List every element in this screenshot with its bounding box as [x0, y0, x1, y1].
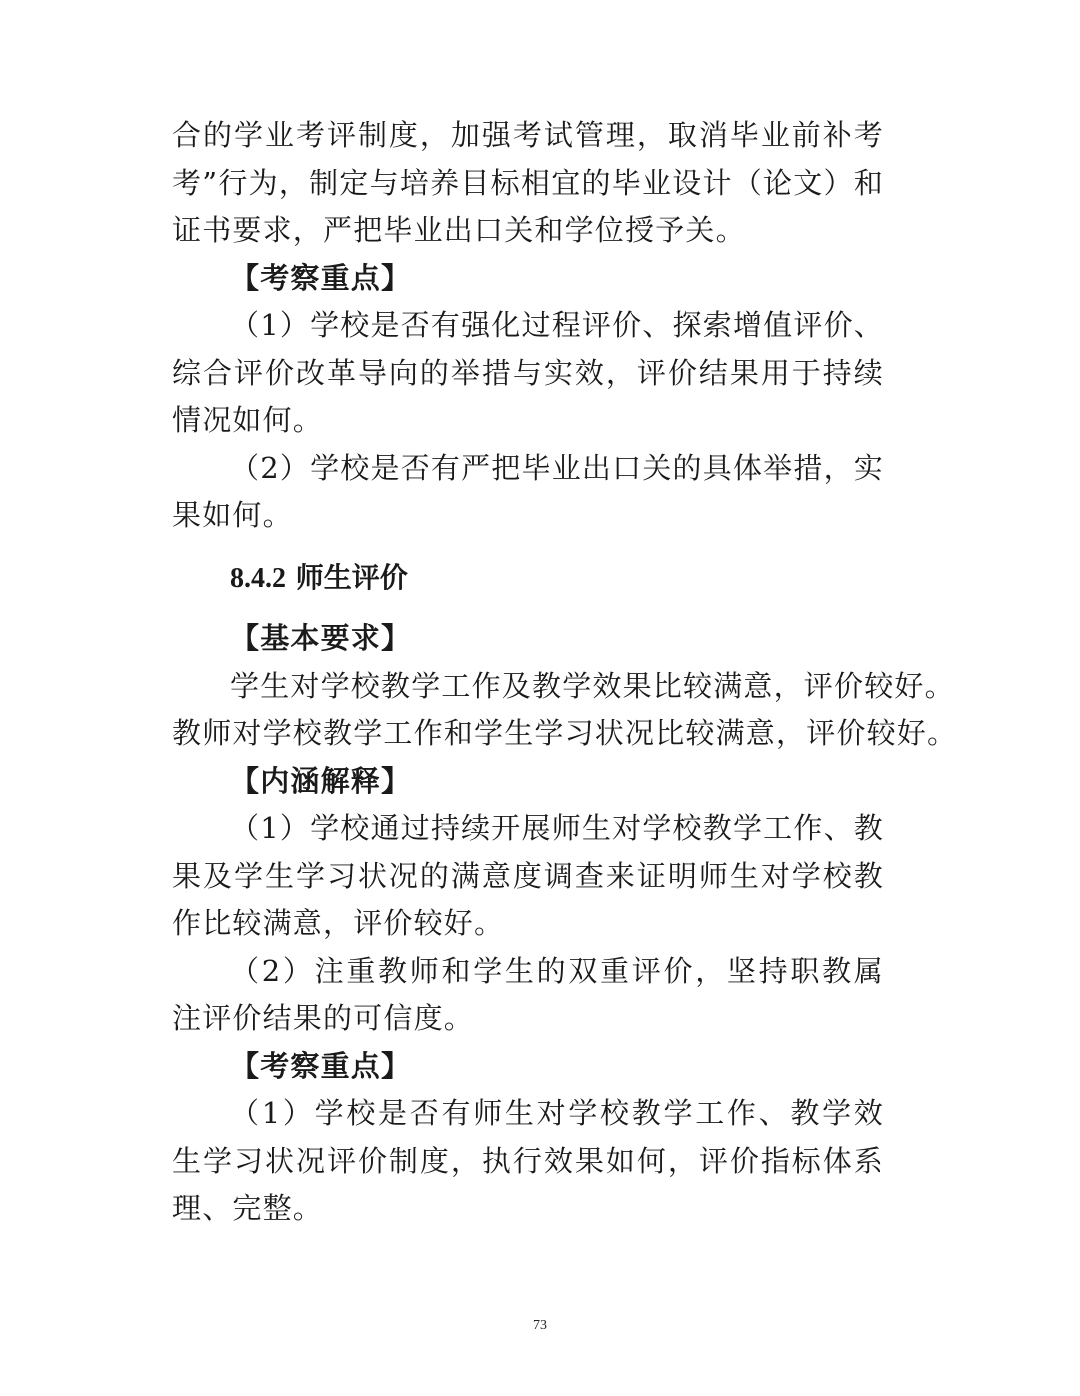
- paragraph-line: 果及学生学习状况的满意度调查来证明师生对学校教: [172, 858, 884, 893]
- label-connotation: 【内涵解释】: [230, 763, 412, 798]
- paragraph-line: 综合评价改革导向的举措与实效，评价结果用于持续: [172, 355, 884, 390]
- paragraph-line: 合的学业考评制度，加强考试管理，取消毕业前补考: [172, 118, 884, 152]
- paragraph-line: 情况如何。: [172, 403, 324, 437]
- paragraph-line: 注评价结果的可信度。: [172, 1001, 475, 1035]
- label-focus-points: 【考察重点】: [230, 260, 412, 295]
- paragraph-line: （1）学校是否有强化过程评价、探索增值评价、: [230, 308, 884, 342]
- paragraph-line: 教师对学校教学工作和学生学习状况比较满意，评价较好。: [172, 716, 958, 750]
- page-body: [172, 112, 958, 1233]
- paragraph-line: 果如何。: [172, 498, 293, 532]
- paragraph-line: （1）学校是否有师生对学校教学工作、教学效: [230, 1096, 884, 1130]
- paragraph-line: 学生对学校教学工作及教学效果比较满意，评价较好。: [230, 668, 955, 703]
- section-number: 8.4.2: [230, 562, 286, 594]
- paragraph-line: 生学习状况评价制度，执行效果如何，评价指标体系: [172, 1143, 884, 1178]
- paragraph-line: 考”行为，制定与培养目标相宜的毕业设计（论文）和: [172, 165, 884, 200]
- paragraph-line: 理、完整。: [172, 1191, 324, 1225]
- paragraph-line: （2）学校是否有严把毕业出口关的具体举措，实: [230, 450, 884, 485]
- label-focus-points: 【考察重点】: [230, 1048, 412, 1083]
- page-number: 73: [533, 1318, 547, 1333]
- paragraph-line: （1）学校通过持续开展师生对学校教学工作、教: [230, 811, 884, 845]
- paragraph-line: （2）注重教师和学生的双重评价，坚持职教属: [230, 953, 884, 988]
- paragraph-line: 作比较满意，评价较好。: [172, 906, 505, 940]
- section-heading: [172, 554, 884, 602]
- paragraph-line: 证书要求，严把毕业出口关和学位授予关。: [172, 213, 746, 247]
- section-title: 师生评价: [295, 560, 408, 594]
- label-basic-requirements: 【基本要求】: [230, 621, 412, 655]
